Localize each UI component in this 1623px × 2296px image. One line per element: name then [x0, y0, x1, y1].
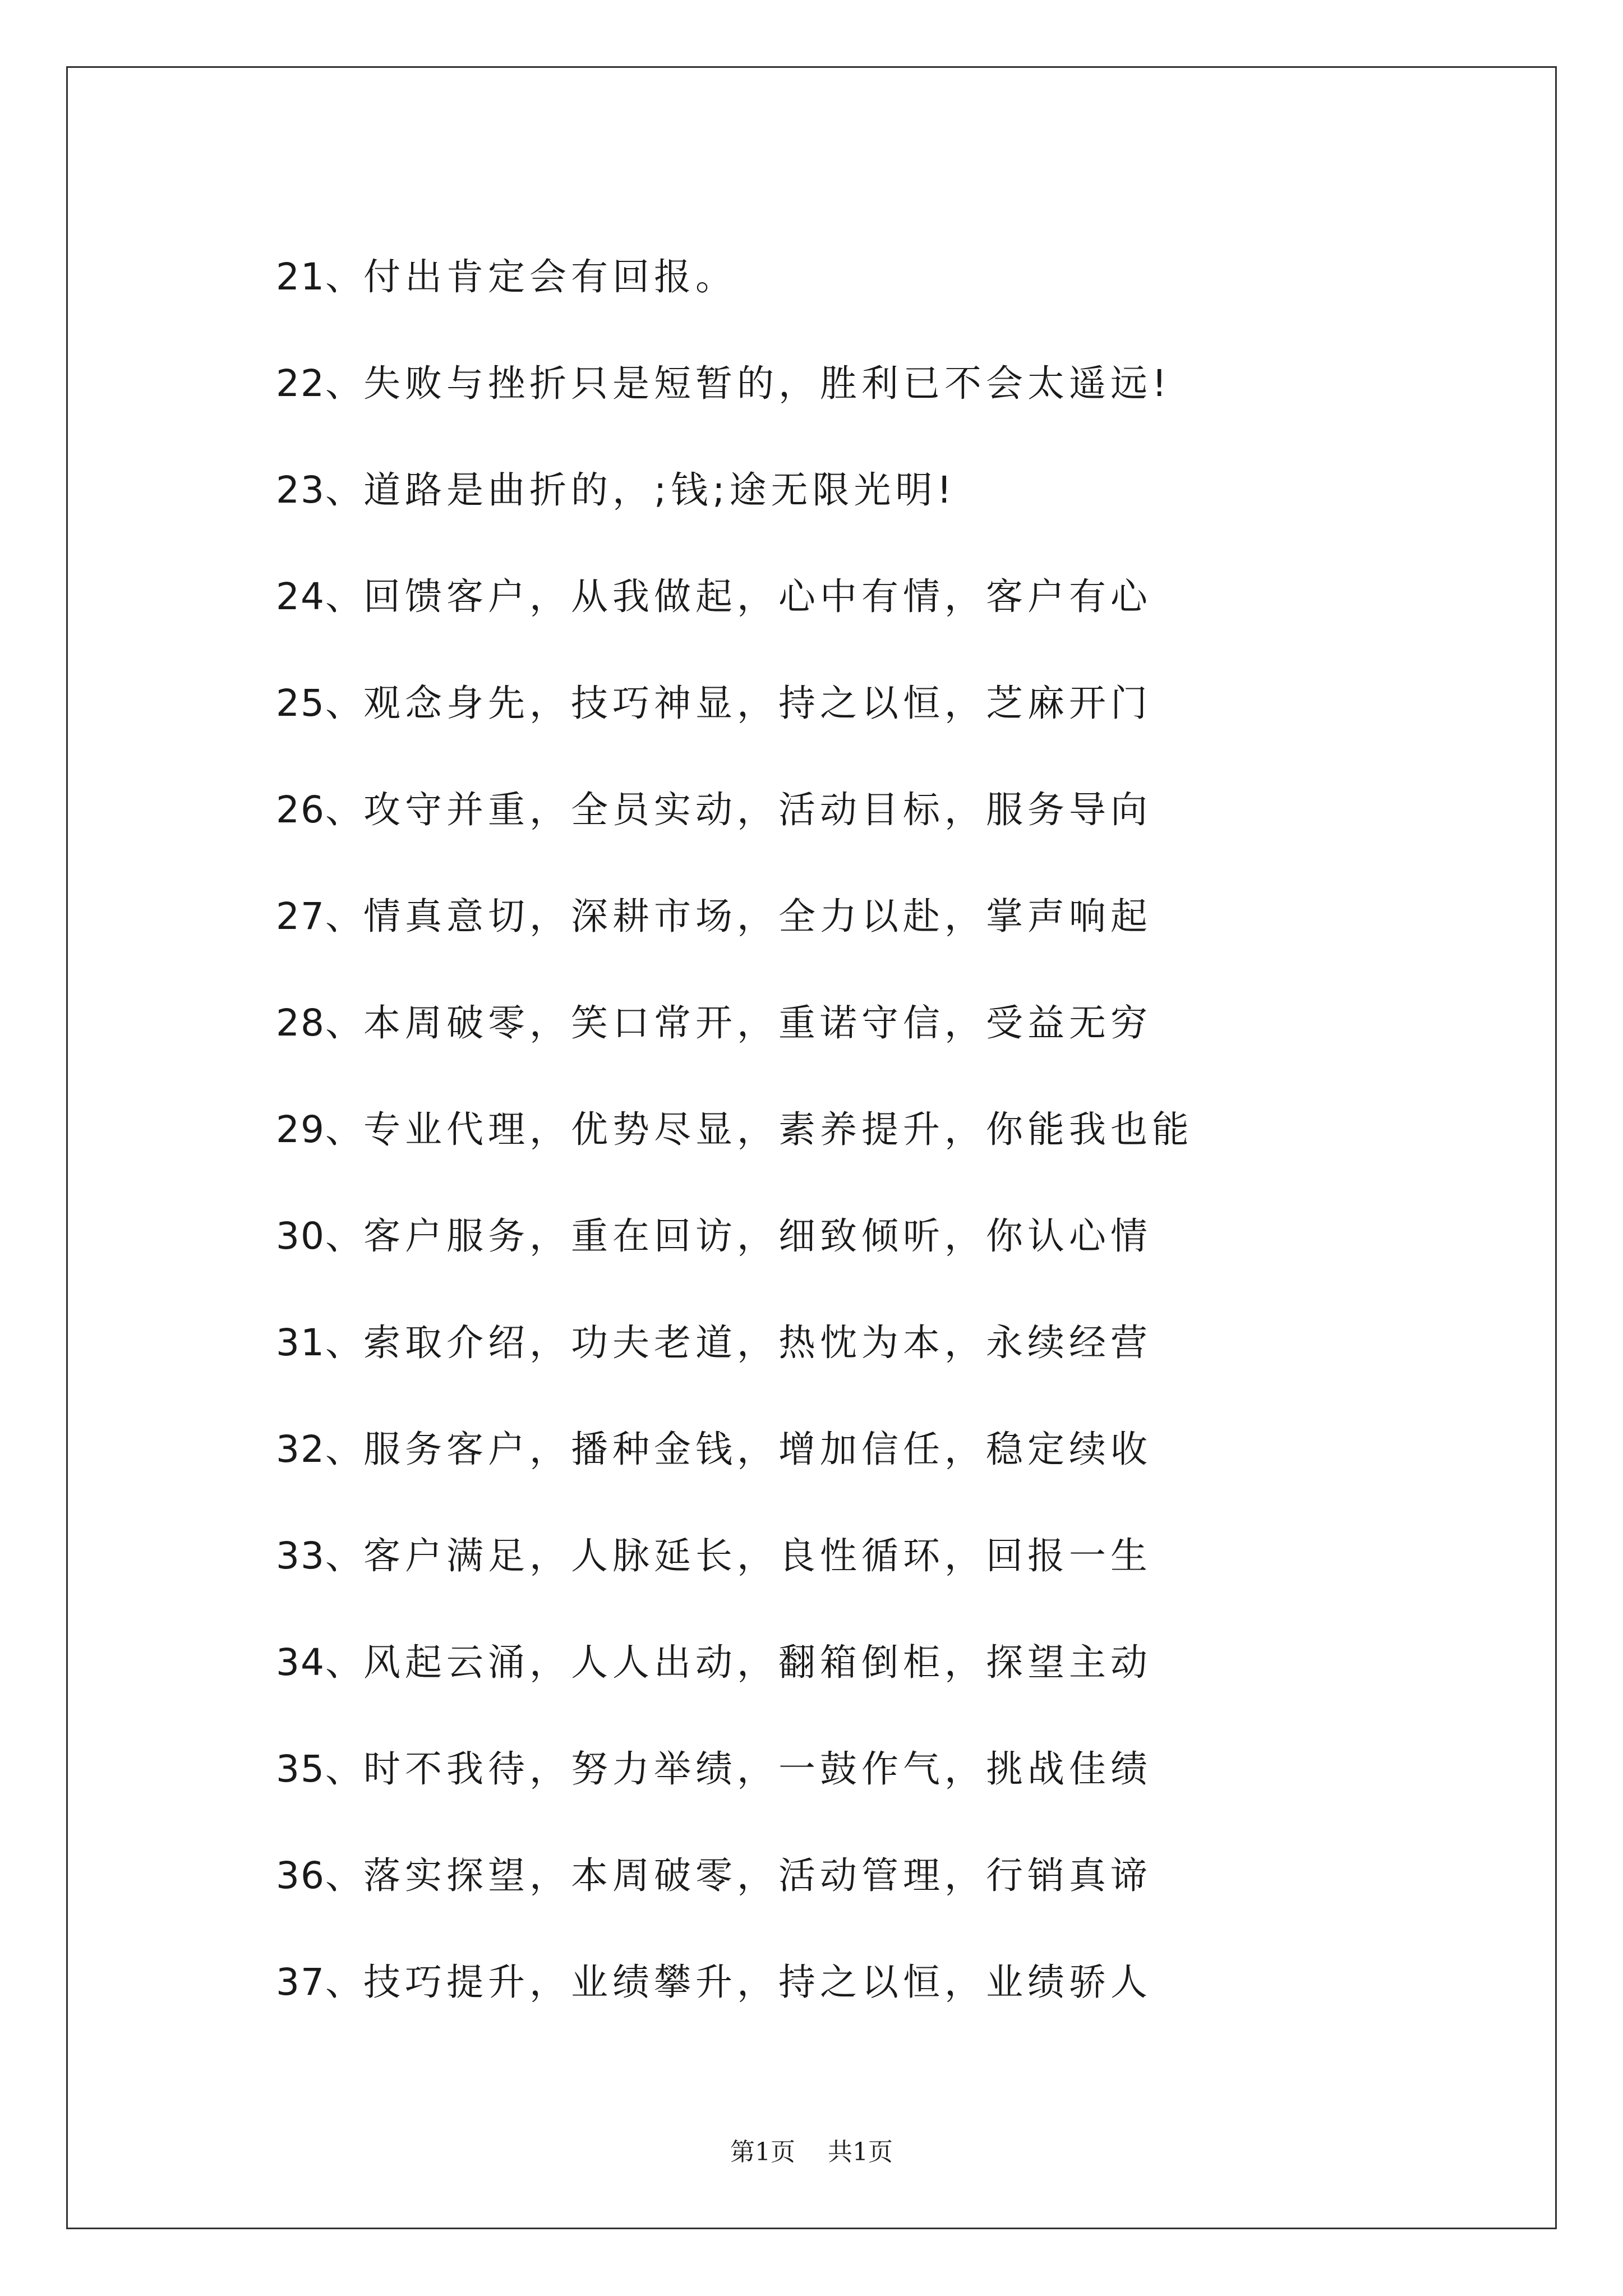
- item-number: 24、: [276, 574, 363, 618]
- list-item: [276, 540, 1498, 646]
- item-number: 34、: [276, 1640, 363, 1684]
- list-item: [276, 1073, 1498, 1179]
- item-text: 失败与挫折只是短暂的，胜利已不会太遥远!: [363, 361, 1172, 405]
- item-number: 29、: [276, 1107, 363, 1151]
- item-text: 专业代理，优势尽显，素养提升，你能我也能: [363, 1107, 1193, 1151]
- item-text: 观念身先，技巧神显，持之以恒，芝麻开门: [363, 681, 1152, 725]
- item-text: 客户服务，重在回访，细致倾听，你认心情: [363, 1214, 1152, 1258]
- item-number: 32、: [276, 1427, 363, 1471]
- item-text: 道路是曲折的，;钱;途无限光明!: [363, 468, 956, 512]
- item-number: 23、: [276, 468, 363, 512]
- page-number-current: 第1页: [730, 2138, 795, 2166]
- item-text: 回馈客户，从我做起，心中有情，客户有心: [363, 574, 1152, 618]
- list-item: [276, 1286, 1498, 1392]
- item-text: 风起云涌，人人出动，翻箱倒柜，探望主动: [363, 1640, 1152, 1684]
- item-text: 攻守并重，全员实动，活动目标，服务导向: [363, 788, 1152, 831]
- list-item: [276, 326, 1498, 433]
- item-number: 36、: [276, 1853, 363, 1897]
- item-number: 35、: [276, 1747, 363, 1791]
- list-item: [276, 1605, 1498, 1712]
- list-item: [276, 859, 1498, 966]
- item-text: 技巧提升，业绩攀升，持之以恒，业绩骄人: [363, 1960, 1152, 2004]
- item-number: 33、: [276, 1534, 363, 1577]
- list-item: [276, 1179, 1498, 1286]
- list-item: [276, 753, 1498, 859]
- page-number-total: 共1页: [828, 2138, 893, 2166]
- item-number: 28、: [276, 1001, 363, 1045]
- item-text: 客户满足，人脉延长，良性循环，回报一生: [363, 1534, 1152, 1577]
- slogan-list: [276, 220, 1498, 2032]
- page-footer: [0, 2132, 1623, 2168]
- item-number: 21、: [276, 255, 363, 298]
- item-text: 情真意切，深耕市场，全力以赴，掌声响起: [363, 894, 1152, 938]
- item-number: 22、: [276, 361, 363, 405]
- item-number: 25、: [276, 681, 363, 725]
- item-number: 27、: [276, 894, 363, 938]
- item-text: 时不我待，努力举绩，一鼓作气，挑战佳绩: [363, 1747, 1152, 1791]
- list-item: [276, 1392, 1498, 1499]
- item-number: 26、: [276, 788, 363, 831]
- item-text: 本周破零，笑口常开，重诺守信，受益无穷: [363, 1001, 1152, 1045]
- list-item: [276, 1712, 1498, 1819]
- list-item: [276, 966, 1498, 1073]
- item-text: 服务客户，播种金钱，增加信任，稳定续收: [363, 1427, 1152, 1471]
- list-item: [276, 433, 1498, 540]
- list-item: [276, 1819, 1498, 1925]
- item-text: 付出肯定会有回报。: [363, 255, 737, 298]
- item-text: 索取介绍，功夫老道，热忱为本，永续经营: [363, 1320, 1152, 1364]
- item-text: 落实探望，本周破零，活动管理，行销真谛: [363, 1853, 1152, 1897]
- item-number: 30、: [276, 1214, 363, 1258]
- item-number: 37、: [276, 1960, 363, 2004]
- list-item: [276, 1499, 1498, 1605]
- item-number: 31、: [276, 1320, 363, 1364]
- list-item: [276, 1925, 1498, 2032]
- list-item: [276, 220, 1498, 326]
- list-item: [276, 646, 1498, 753]
